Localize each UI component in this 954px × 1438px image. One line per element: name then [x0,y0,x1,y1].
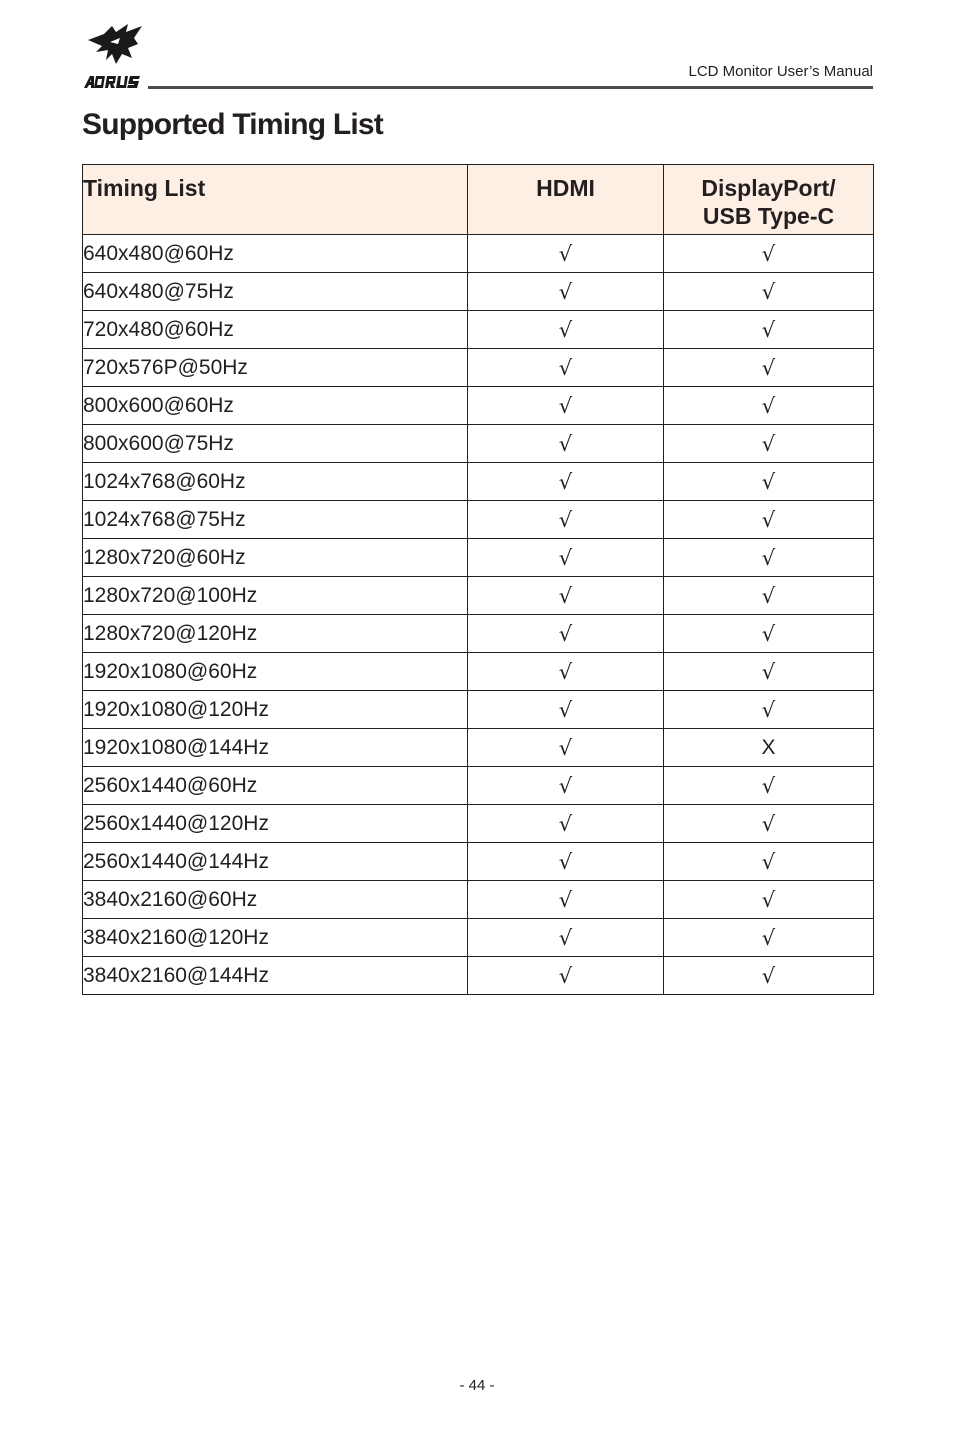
table-row [83,273,874,311]
timing-mode-cell: 1920x1080@144Hz [83,729,468,767]
timing-mode-cell: 1920x1080@60Hz [83,653,468,691]
dp-usbc-support-cell: √ [664,767,874,805]
dp-usbc-support-cell: √ [664,235,874,273]
timing-mode-cell: 1024x768@75Hz [83,501,468,539]
column-header-timing-list: Timing List [83,165,468,235]
timing-mode-cell: 1280x720@120Hz [83,615,468,653]
hdmi-support-cell: √ [468,767,664,805]
table-row [83,577,874,615]
dp-usbc-support-cell: √ [664,539,874,577]
hdmi-support-cell: √ [468,273,664,311]
hdmi-support-cell: √ [468,919,664,957]
hdmi-support-cell: √ [468,425,664,463]
dp-usbc-support-cell: √ [664,387,874,425]
hdmi-support-cell: √ [468,235,664,273]
table-row [83,691,874,729]
column-header-displayport-usbc [664,165,874,235]
timing-mode-cell: 1024x768@60Hz [83,463,468,501]
table-row [83,311,874,349]
timing-mode-cell: 3840x2160@60Hz [83,881,468,919]
timing-mode-cell: 1280x720@60Hz [83,539,468,577]
hdmi-support-cell: √ [468,691,664,729]
dp-usbc-support-cell: √ [664,843,874,881]
table-row [83,235,874,273]
timing-mode-cell: 2560x1440@120Hz [83,805,468,843]
hdmi-support-cell: √ [468,881,664,919]
column-header-usb-type-c: USB Type-C [702,203,835,229]
dp-usbc-support-cell: √ [664,425,874,463]
timing-mode-cell: 640x480@60Hz [83,235,468,273]
table-body [83,235,874,995]
hdmi-support-cell: √ [468,577,664,615]
table-header [83,165,874,235]
dp-usbc-support-cell: √ [664,615,874,653]
hdmi-support-cell: √ [468,387,664,425]
table-row [83,425,874,463]
table-row [83,615,874,653]
manual-title: LCD Monitor User’s Manual [688,63,873,80]
timing-mode-cell: 2560x1440@144Hz [83,843,468,881]
table-row [83,539,874,577]
table-row [83,463,874,501]
table-row [83,843,874,881]
timing-mode-cell: 1280x720@100Hz [83,577,468,615]
dp-usbc-support-cell: √ [664,311,874,349]
hdmi-support-cell: √ [468,805,664,843]
dp-usbc-support-cell: √ [664,463,874,501]
table-row [83,805,874,843]
header-row [83,165,874,235]
hdmi-support-cell: √ [468,653,664,691]
dp-usbc-support-cell: √ [664,653,874,691]
timing-mode-cell: 800x600@75Hz [83,425,468,463]
timing-mode-cell: 720x480@60Hz [83,311,468,349]
timing-mode-cell: 3840x2160@144Hz [83,957,468,995]
table-row [83,729,874,767]
dp-usbc-support-cell: √ [664,805,874,843]
column-header-displayport: DisplayPort/ [701,175,836,201]
hdmi-support-cell: √ [468,501,664,539]
dp-usbc-support-cell: √ [664,577,874,615]
hdmi-support-cell: √ [468,957,664,995]
page-title: Supported Timing List [82,108,383,141]
dp-usbc-support-cell: √ [664,501,874,539]
hdmi-support-cell: √ [468,843,664,881]
timing-mode-cell: 640x480@75Hz [83,273,468,311]
timing-mode-cell: 3840x2160@120Hz [83,919,468,957]
timing-mode-cell: 1920x1080@120Hz [83,691,468,729]
table-row [83,653,874,691]
dp-usbc-support-cell: √ [664,957,874,995]
timing-mode-cell: 800x600@60Hz [83,387,468,425]
dp-usbc-unsupported-cell: X [664,729,874,767]
aorus-logo-icon [82,20,146,90]
timing-table [82,164,874,995]
dp-usbc-support-cell: √ [664,881,874,919]
timing-mode-cell: 720x576P@50Hz [83,349,468,387]
table-row [83,767,874,805]
header-rule [148,86,873,89]
table-row [83,919,874,957]
table-row [83,501,874,539]
timing-mode-cell: 2560x1440@60Hz [83,767,468,805]
hdmi-support-cell: √ [468,311,664,349]
dp-usbc-support-cell: √ [664,273,874,311]
page-header [82,20,873,92]
table-row [83,387,874,425]
table-row [83,881,874,919]
dp-usbc-support-cell: √ [664,691,874,729]
hdmi-support-cell: √ [468,729,664,767]
hdmi-support-cell: √ [468,463,664,501]
dp-usbc-support-cell: √ [664,349,874,387]
hdmi-support-cell: √ [468,349,664,387]
table-row [83,349,874,387]
hdmi-support-cell: √ [468,615,664,653]
hdmi-support-cell: √ [468,539,664,577]
column-header-hdmi: HDMI [468,165,664,235]
page-number: - 44 - [459,1377,495,1394]
dp-usbc-support-cell: √ [664,919,874,957]
table-row [83,957,874,995]
